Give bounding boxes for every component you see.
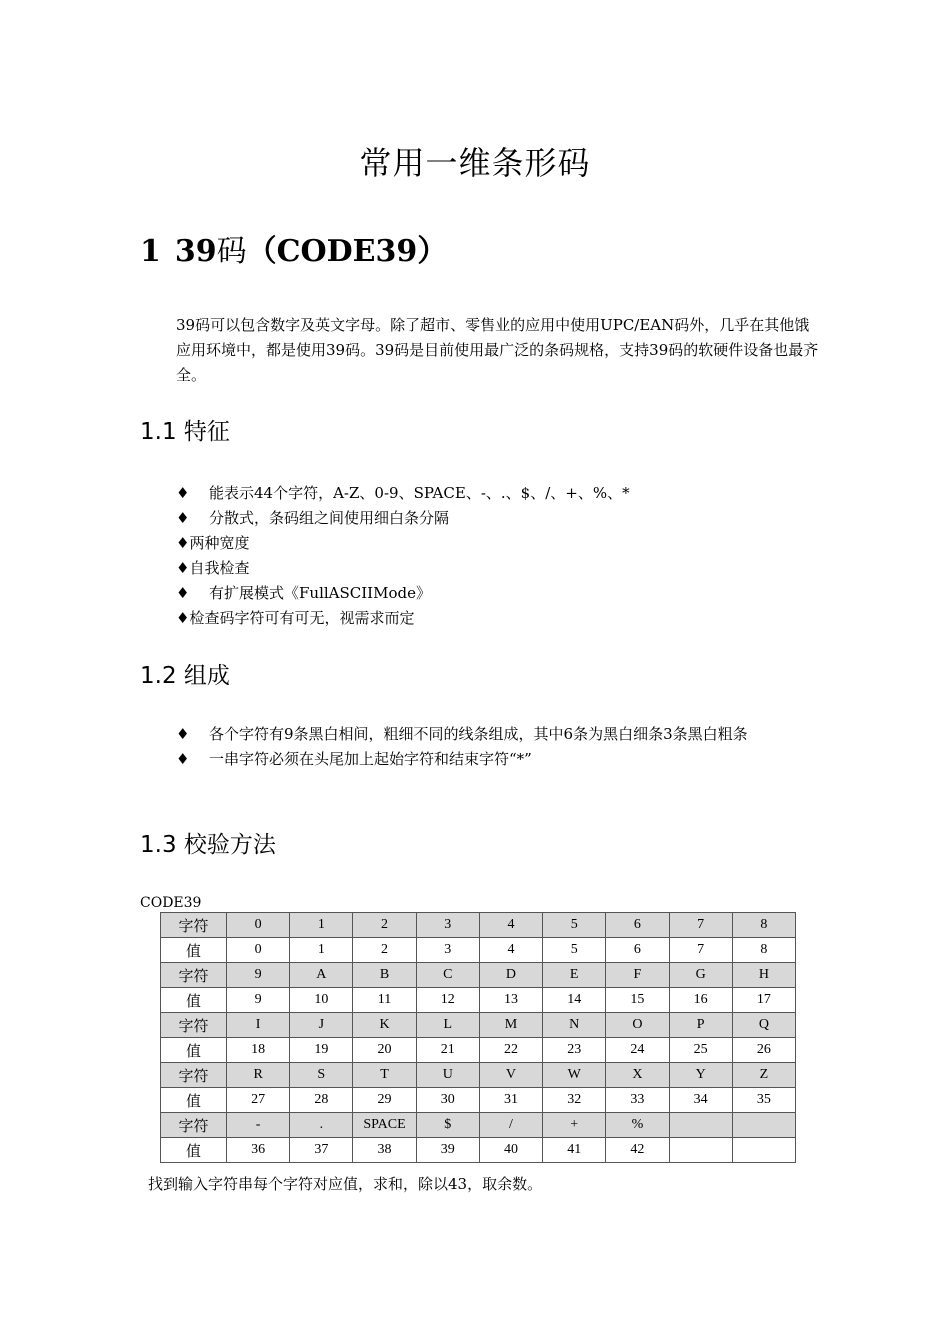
table-cell: 40 [479, 1138, 542, 1163]
bullet-icon: ♦ [176, 725, 190, 743]
list-item-text: 能表示44个字符，A-Z、0-9、SPACE、-、.、$、/、+、%、* [209, 484, 630, 502]
table-cell: 36 [227, 1138, 290, 1163]
table-cell: 20 [353, 1038, 416, 1063]
table-cell: 0 [227, 913, 290, 938]
composition-heading: 1.2 组成 [140, 663, 230, 689]
table-cell: 41 [543, 1138, 606, 1163]
table-cell: I [227, 1013, 290, 1038]
table-cell: 0 [227, 938, 290, 963]
list-item-text: 一串字符必须在头尾加上起始字符和结束字符“*” [209, 750, 532, 768]
table-cell: $ [416, 1113, 479, 1138]
bullet-icon: ♦ [176, 534, 190, 552]
bullet-icon: ♦ [176, 509, 190, 527]
list-item [176, 531, 826, 556]
list-item [176, 556, 826, 581]
list-item [176, 606, 826, 631]
table-cell: 6 [606, 938, 669, 963]
table-cell: 22 [479, 1038, 542, 1063]
composition-list [176, 722, 826, 772]
table-cell [732, 1138, 795, 1163]
table-cell: 2 [353, 913, 416, 938]
table-cell: W [543, 1063, 606, 1088]
table-cell: S [290, 1063, 353, 1088]
table-cell: 5 [543, 938, 606, 963]
table-cell: 1 [290, 938, 353, 963]
row-header-char: 字符 [161, 963, 227, 988]
table-cell: 19 [290, 1038, 353, 1063]
code39-value-table [160, 912, 796, 1163]
table-row-values [161, 988, 796, 1013]
table-cell: 29 [353, 1088, 416, 1113]
table-cell: L [416, 1013, 479, 1038]
checksum-heading: 1.3 校验方法 [140, 832, 276, 858]
table-cell: 4 [479, 938, 542, 963]
table-row-values [161, 1088, 796, 1113]
table-cell [669, 1113, 732, 1138]
table-row-chars [161, 913, 796, 938]
table-cell: Z [732, 1063, 795, 1088]
table-cell: 26 [732, 1038, 795, 1063]
row-header-char: 字符 [161, 1063, 227, 1088]
list-item [176, 747, 826, 772]
table-cell: 33 [606, 1088, 669, 1113]
row-header-char: 字符 [161, 913, 227, 938]
table-cell: 1 [290, 913, 353, 938]
table-cell: 14 [543, 988, 606, 1013]
table-cell: 13 [479, 988, 542, 1013]
section-heading-code39 [140, 226, 447, 270]
intro-paragraph: 39码可以包含数字及英文字母。除了超市、零售业的应用中使用UPC/EAN码外，几乎在其他饿应用环境中，都是使用39码。39码是目前使用最广泛的条码规格，支持39码的软硬件设备也最齐全。 [176, 316, 819, 384]
table-cell: 11 [353, 988, 416, 1013]
list-item-text: 各个字符有9条黑白相间，粗细不同的线条组成，其中6条为黑白细条3条黑白粗条 [209, 725, 748, 743]
table-cell: 16 [669, 988, 732, 1013]
section-number: 1 [140, 234, 161, 269]
table-row-chars [161, 963, 796, 988]
table-cell: 12 [416, 988, 479, 1013]
table-cell: C [416, 963, 479, 988]
table-cell: 32 [543, 1088, 606, 1113]
bullet-icon: ♦ [176, 484, 190, 502]
list-item [176, 722, 819, 747]
table-cell: N [543, 1013, 606, 1038]
row-header-char: 字符 [161, 1013, 227, 1038]
checksum-note: 找到输入字符串每个字符对应值，求和，除以43，取余数。 [148, 1175, 543, 1193]
table-cell: Q [732, 1013, 795, 1038]
row-header-value: 值 [161, 938, 227, 963]
table-cell: 3 [416, 913, 479, 938]
table-row-values [161, 1138, 796, 1163]
table-cell: 7 [669, 938, 732, 963]
bullet-icon: ♦ [176, 609, 190, 627]
bullet-icon: ♦ [176, 584, 190, 602]
table-cell: M [479, 1013, 542, 1038]
table-cell: 3 [416, 938, 479, 963]
table-cell: 7 [669, 913, 732, 938]
table-label: CODE39 [140, 895, 202, 911]
table-row-values [161, 1038, 796, 1063]
table-cell: B [353, 963, 416, 988]
bullet-icon: ♦ [176, 750, 190, 768]
table-cell: % [606, 1113, 669, 1138]
list-item-text: 自我检查 [189, 559, 250, 577]
table-cell: SPACE [353, 1113, 416, 1138]
row-header-value: 值 [161, 988, 227, 1013]
table-cell: 18 [227, 1038, 290, 1063]
table-cell: 31 [479, 1088, 542, 1113]
row-header-value: 值 [161, 1088, 227, 1113]
table-cell: 27 [227, 1088, 290, 1113]
list-item-text: 两种宽度 [189, 534, 250, 552]
table-cell: / [479, 1113, 542, 1138]
table-cell: 42 [606, 1138, 669, 1163]
table-cell: 30 [416, 1088, 479, 1113]
table-cell: 5 [543, 913, 606, 938]
table-cell: 6 [606, 913, 669, 938]
list-item [176, 481, 826, 506]
table-cell: 15 [606, 988, 669, 1013]
table-cell: U [416, 1063, 479, 1088]
table-cell: 39 [416, 1138, 479, 1163]
section-title-rest: 码 [216, 234, 247, 269]
table-cell: 37 [290, 1138, 353, 1163]
table-cell: 8 [732, 938, 795, 963]
table-cell: 38 [353, 1138, 416, 1163]
section-title-bold: 39 [174, 234, 217, 269]
table-cell: 34 [669, 1088, 732, 1113]
list-item-text: 分散式，条码组之间使用细白条分隔 [209, 509, 450, 527]
table-cell [732, 1113, 795, 1138]
table-cell: 9 [227, 988, 290, 1013]
table-cell: . [290, 1113, 353, 1138]
table-cell: 23 [543, 1038, 606, 1063]
table-row-chars [161, 1013, 796, 1038]
row-header-char: 字符 [161, 1113, 227, 1138]
table-cell: E [543, 963, 606, 988]
document-title: 常用一维条形码 [359, 144, 591, 182]
table-cell [669, 1138, 732, 1163]
table-cell: 4 [479, 913, 542, 938]
list-item-text: 有扩展模式《FullASCIIMode》 [209, 584, 431, 602]
features-list [176, 481, 826, 631]
list-item [176, 581, 826, 606]
table-cell: + [543, 1113, 606, 1138]
table-cell: F [606, 963, 669, 988]
table-cell: 17 [732, 988, 795, 1013]
table-cell: - [227, 1113, 290, 1138]
table-cell: P [669, 1013, 732, 1038]
table-cell: 9 [227, 963, 290, 988]
table-cell: Y [669, 1063, 732, 1088]
list-item [176, 506, 826, 531]
table-cell: K [353, 1013, 416, 1038]
table-cell: 24 [606, 1038, 669, 1063]
table-cell: 25 [669, 1038, 732, 1063]
table-cell: V [479, 1063, 542, 1088]
table-row-values [161, 938, 796, 963]
table-cell: 28 [290, 1088, 353, 1113]
table-cell: D [479, 963, 542, 988]
bullet-icon: ♦ [176, 559, 190, 577]
table-cell: 8 [732, 913, 795, 938]
row-header-value: 值 [161, 1038, 227, 1063]
table-cell: R [227, 1063, 290, 1088]
list-item-text: 检查码字符可有可无，视需求而定 [189, 609, 415, 627]
table-cell: J [290, 1013, 353, 1038]
table-cell: A [290, 963, 353, 988]
table-cell: H [732, 963, 795, 988]
table-cell: X [606, 1063, 669, 1088]
table-cell: 2 [353, 938, 416, 963]
row-header-value: 值 [161, 1138, 227, 1163]
table-cell: 10 [290, 988, 353, 1013]
table-cell: O [606, 1013, 669, 1038]
features-heading: 1.1 特征 [140, 419, 230, 445]
table-row-chars [161, 1063, 796, 1088]
table-cell: 21 [416, 1038, 479, 1063]
table-cell: T [353, 1063, 416, 1088]
table-cell: G [669, 963, 732, 988]
table-cell: 35 [732, 1088, 795, 1113]
table-row-chars [161, 1113, 796, 1138]
section-title-paren: （CODE39） [246, 234, 448, 269]
